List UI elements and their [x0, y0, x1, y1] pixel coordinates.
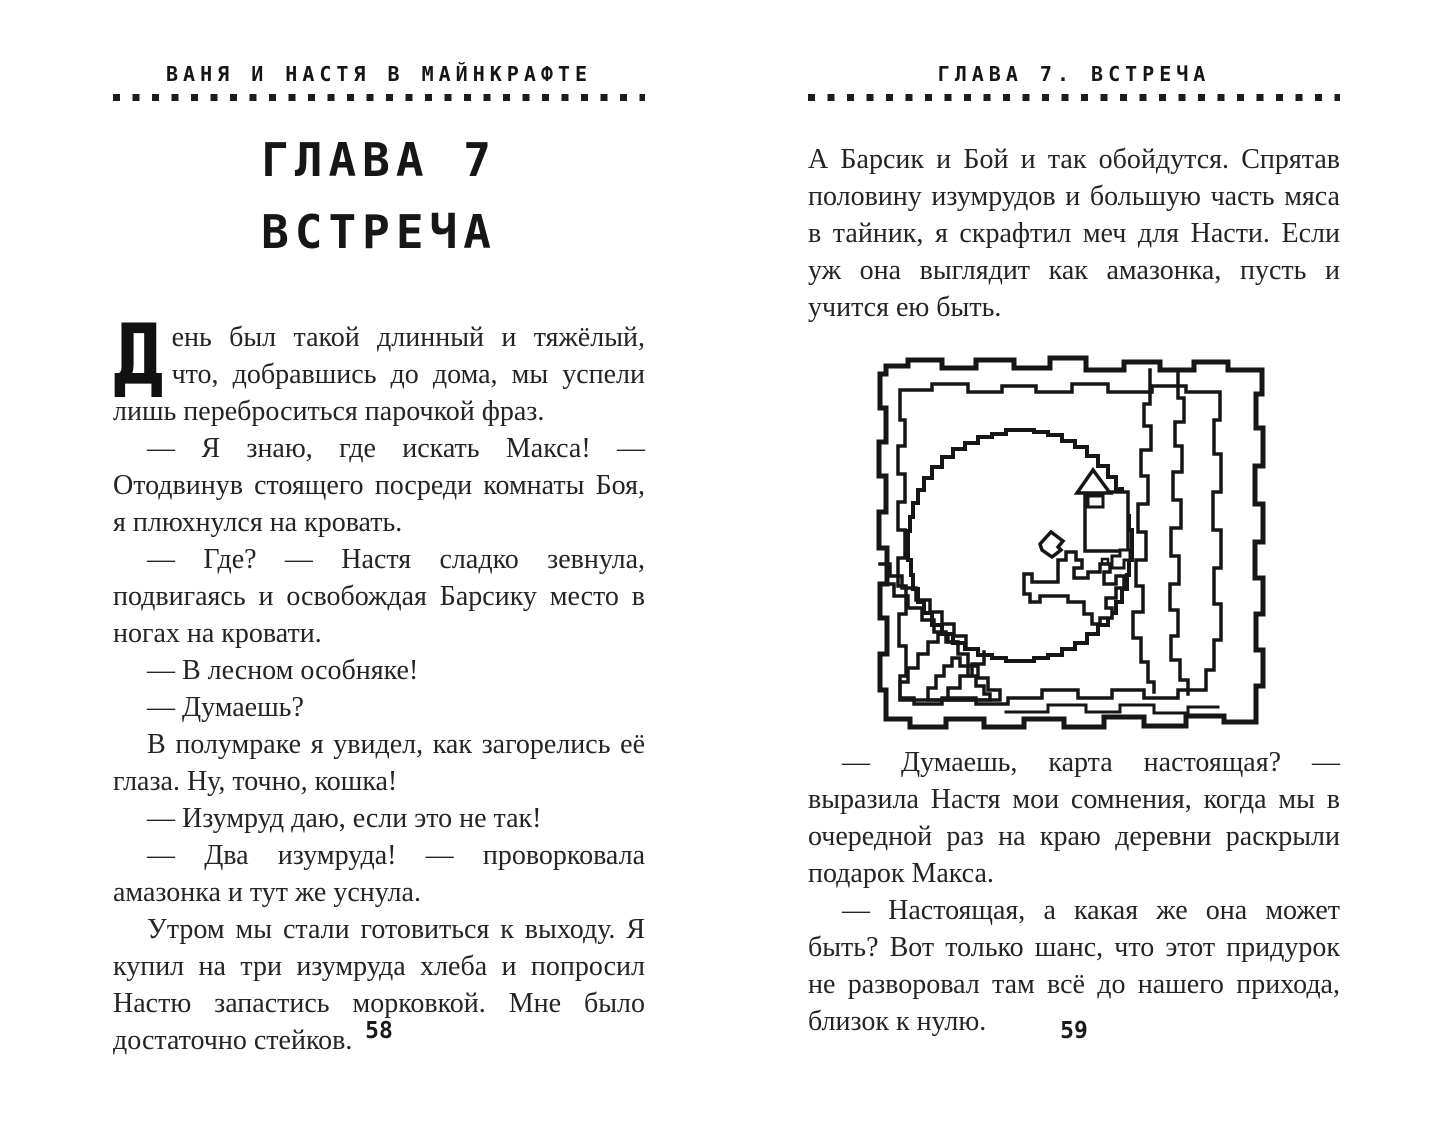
- map-illustration: [872, 346, 1277, 744]
- map-mountains: [900, 634, 1000, 700]
- chapter-title-line2: ВСТРЕЧА: [261, 205, 497, 259]
- treasure-map-icon: [872, 346, 1277, 744]
- body-paragraph: — Думаешь, карта настоящая? — выразила Настя мои сомнения, когда мы в очередной раз на краю деревни раскрыли подарок Макса.: [808, 747, 1340, 889]
- body-paragraph: [113, 306, 645, 430]
- page-number-right: 59: [1060, 1018, 1088, 1044]
- drop-cap: Д: [113, 306, 164, 404]
- map-left-path: [880, 564, 984, 698]
- chapter-title-line1: ГЛАВА 7: [261, 133, 497, 187]
- map-bottom-band: [1006, 705, 1218, 713]
- dotted-rule-left: [113, 94, 645, 101]
- body-paragraph: — Два изумруда! — проворковала амазонка и тут же уснула.: [113, 840, 645, 908]
- running-head-right: ГЛАВА 7. ВСТРЕЧА: [937, 62, 1211, 86]
- chapter-title: [113, 133, 645, 259]
- page-59: [808, 0, 1340, 1125]
- body-text-left: [113, 306, 645, 1059]
- body-paragraph: Утром мы стали готовиться к выходу. Я купил на три изумруда хлеба и попросил Настю запастись морковкой. Мне было достаточно стейков.: [113, 914, 645, 1056]
- page-number-left: 58: [365, 1018, 393, 1044]
- body-paragraph: — В лесном особняке!: [147, 655, 419, 686]
- running-head-left: ВАНЯ И НАСТЯ В МАЙНКРАФТЕ: [165, 62, 593, 86]
- paragraph-text: ень был такой длинный и тяжёлый, что, добравшись до дома, мы успели лишь переброситься парочкой фраз.: [113, 322, 645, 427]
- body-paragraph: А Барсик и Бой и так обойдутся. Спрятав половину изумрудов и большую часть мяса в тайник, я скрафтил меч для Насти. Если уж она выглядит как амазонка, пусть и учится ею быть.: [808, 144, 1340, 323]
- body-paragraph: В полумраке я увидел, как загорелись её глаза. Ну, точно, кошка!: [113, 729, 645, 797]
- body-paragraph: — Я знаю, где искать Макса! — Отодвинув стоящего посреди комнаты Боя, я плюхнулся на кровать.: [113, 433, 645, 538]
- body-paragraph: — Настоящая, а какая же она может быть? Вот только шанс, что этот придурок не разворовал там всё до нашего прихода, близок к нулю.: [808, 895, 1340, 1037]
- body-paragraph: — Изумруд даю, если это не так!: [147, 803, 542, 834]
- body-paragraph: — Думаешь?: [147, 692, 304, 723]
- map-diamond-marker: [1040, 532, 1063, 557]
- body-paragraph: — Где? — Настя сладко зевнула, подвигаясь и освобождая Барсику место в ногах на кровати.: [113, 544, 645, 649]
- body-text-right: [808, 141, 1340, 1040]
- page-58: [113, 0, 645, 1125]
- dotted-rule-right: [808, 94, 1340, 101]
- map-river: [1133, 370, 1188, 694]
